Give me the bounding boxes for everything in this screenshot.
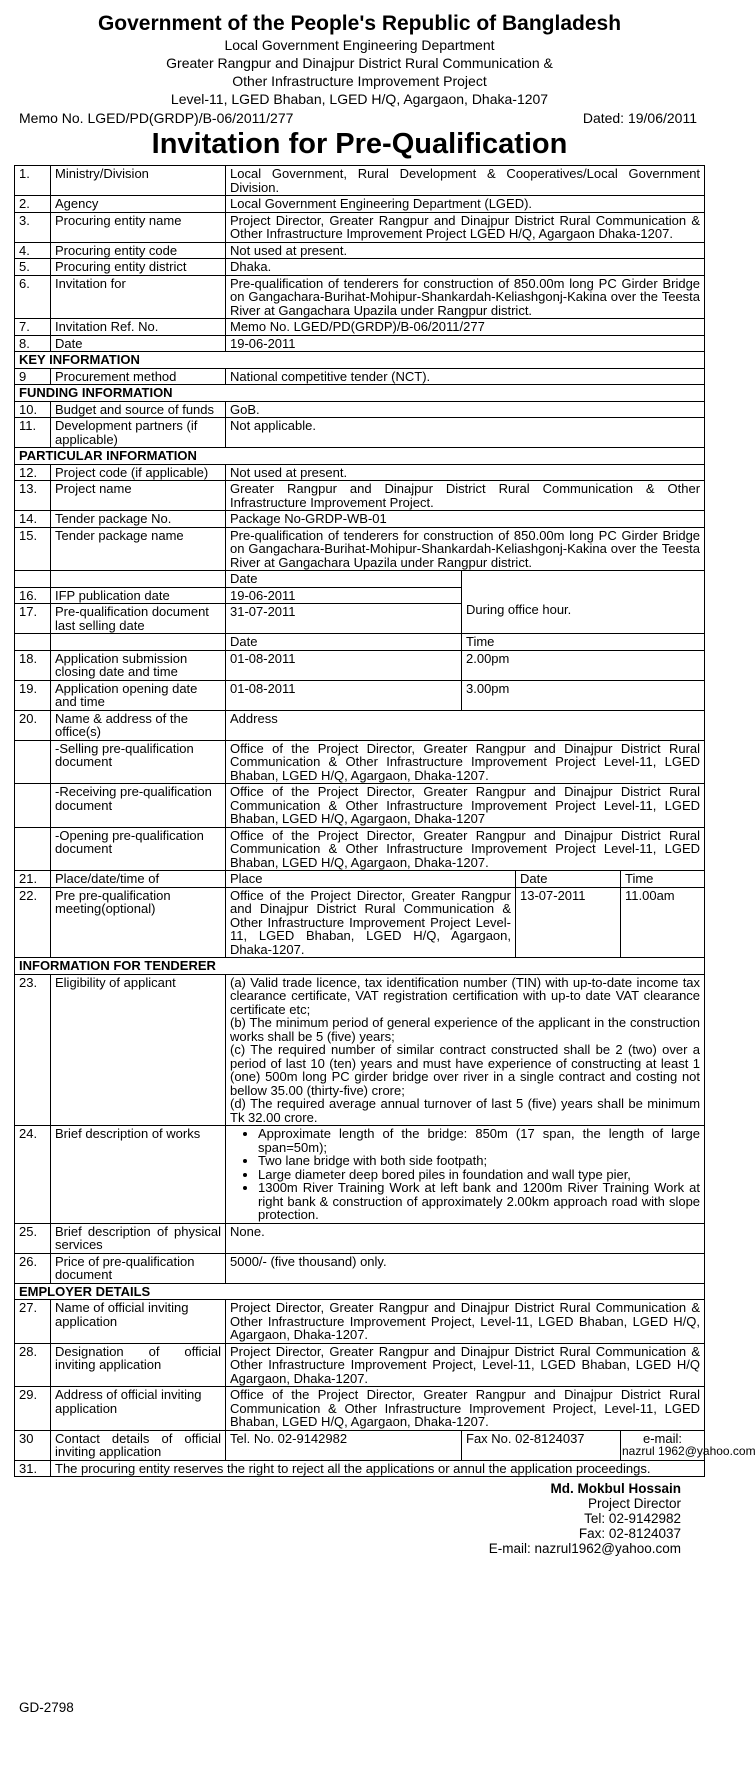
row-value: 01-08-2011 (226, 680, 462, 710)
row-value: Office of the Project Director, Greater Rangpur and Dinajpur District Rural Communication & Other Infrastructure Improvement Project Level-11, LGED Bhaban, LGED H/Q, Agargaon, Dhaka-1207 (226, 784, 705, 828)
row-number: 29. (15, 1387, 51, 1431)
row-number: 21. (15, 871, 51, 888)
table-row (15, 740, 705, 784)
row-label: Procuring entity code (51, 242, 226, 259)
row-value: Memo No. LGED/PD(GRDP)/B-06/2011/277 (226, 319, 705, 336)
eligibility-item: (a) Valid trade licence, tax identification number (TIN) with up-to-date income tax clearance certificate, VAT registration certification with up-to date VAT clearance certificate etc; (230, 974, 701, 1017)
date-column-header: Date (516, 871, 621, 888)
table-row (15, 527, 705, 571)
row-value: National competitive tender (NCT). (226, 368, 705, 385)
section-header-row (15, 1283, 705, 1300)
row-label: Agency (51, 196, 226, 213)
row-value: Address (226, 710, 705, 740)
department-line: Local Government Engineering Department (224, 37, 495, 53)
table-row (15, 511, 705, 528)
row-value: Office of the Project Director, Greater Rangpur and Dinajpur District Rural Communication & Other Infrastructure Improvement Project Level-11, LGED Bhaban, LGED H/Q, Agargaon, Dhaka-1207. (226, 827, 705, 871)
row-value: Not used at present. (226, 242, 705, 259)
row-label: Application submission closing date and time (51, 650, 226, 680)
works-list (226, 1126, 705, 1224)
place-column-header: Place (226, 871, 516, 888)
row-value: The procuring entity reserves the right to reject all the applications or annul the application proceedings. (51, 1460, 705, 1477)
row-label: Address of official inviting application (51, 1387, 226, 1431)
row-label: -Receiving pre-qualification document (51, 784, 226, 828)
table-row (15, 166, 705, 196)
table-row (15, 1223, 705, 1253)
table-row (15, 1460, 705, 1477)
section-header-row (15, 352, 705, 369)
row-label: Price of pre-qualification document (51, 1253, 226, 1283)
section-title: EMPLOYER DETAILS (15, 1283, 705, 1300)
row-label: Development partners (if applicable) (51, 418, 226, 448)
row-number: 31. (15, 1460, 51, 1477)
row-label: Contact details of official inviting application (51, 1430, 226, 1460)
row-label: Ministry/Division (51, 166, 226, 196)
section-title: PARTICULAR INFORMATION (15, 448, 705, 465)
table-row (15, 680, 705, 710)
row-label: Budget and source of funds (51, 401, 226, 418)
row-label: -Selling pre-qualification document (51, 740, 226, 784)
eligibility-item: (b) The minimum period of general experience of the applicant in the construction works shall be 5 (five) years; (230, 1015, 701, 1044)
row-number: 30 (15, 1430, 51, 1460)
table-row (15, 319, 705, 336)
row-label: Invitation for (51, 275, 226, 319)
row-value: 31-07-2011 (226, 604, 462, 634)
table-row (15, 212, 705, 242)
table-row (15, 335, 705, 352)
contact-tel: Tel. No. 02-9142982 (226, 1430, 462, 1460)
project-line-2: Other Infrastructure Improvement Project (232, 73, 487, 89)
row-value: 5000/- (five thousand) only. (226, 1253, 705, 1283)
table-row (15, 196, 705, 213)
table-row (15, 1253, 705, 1283)
row-number: 25. (15, 1223, 51, 1253)
row-label: Pre pre-qualification meeting(optional) (51, 887, 226, 958)
table-row (15, 259, 705, 276)
meeting-place: Office of the Project Director, Greater Rangpur and Dinajpur District Rural Communication & Other Infrastructure Improvement Project Level-11, LGED Bhaban, LGED H/Q, Agargaon, Dhaka-1207. (226, 887, 516, 958)
table-row (15, 242, 705, 259)
row-number: 3. (15, 212, 51, 242)
signatory-email: E-mail: nazrul1962@yahoo.com (488, 1541, 681, 1556)
date-time-header-row (15, 634, 705, 651)
row-label: Brief description of works (51, 1126, 226, 1224)
time-column-header: Time (621, 871, 705, 888)
row-value: Pre-qualification of tenderers for construction of 850.00m long PC Girder Bridge on Gangachara-Burihat-Mohipur-Shankardah-Keliashgonj-Kakina over the Teesta River at Gangachara Upazila under Rangpur district. (226, 275, 705, 319)
row-number: 26. (15, 1253, 51, 1283)
row-number: 24. (15, 1126, 51, 1224)
row-number: 20. (15, 710, 51, 740)
row-value: 01-08-2011 (226, 650, 462, 680)
row-number: 1. (15, 166, 51, 196)
table-row (15, 1430, 705, 1460)
table-row (15, 1300, 705, 1344)
list-item: • Approximate length of the bridge: 850m (17 span, the length of large span=50m); (258, 1127, 700, 1154)
contact-fax: Fax No. 02-8124037 (462, 1430, 621, 1460)
row-time: 2.00pm (462, 650, 705, 680)
row-value: Greater Rangpur and Dinajpur District Rural Communication & Other Infrastructure Improvement Project. (226, 481, 705, 511)
table-row (15, 1387, 705, 1431)
row-value: Dhaka. (226, 259, 705, 276)
row-value: Office of the Project Director, Greater Rangpur and Dinajpur District Rural Communication & Other Infrastructure Improvement Project, Level-11, LGED Bhaban, LGED H/Q, Agargaon, Dhaka-1207. (226, 1387, 705, 1431)
row-number: 23. (15, 974, 51, 1126)
row-label: Project code (if applicable) (51, 464, 226, 481)
list-item: • 1300m River Training Work at left bank and 1200m River Training Work at right bank & construction of approximately 2.00km approach road with slope protection. (258, 1181, 700, 1222)
row-number: 4. (15, 242, 51, 259)
row-label: Name of official inviting application (51, 1300, 226, 1344)
row-label: Procuring entity district (51, 259, 226, 276)
table-row (15, 887, 705, 958)
date-header-row (15, 571, 705, 588)
memo-number: Memo No. LGED/PD(GRDP)/B-06/2011/277 (19, 110, 294, 126)
row-number: 8. (15, 335, 51, 352)
table-row (15, 827, 705, 871)
row-number: 2. (15, 196, 51, 213)
table-row (15, 587, 705, 604)
row-number: 19. (15, 680, 51, 710)
row-label: Eligibility of applicant (51, 974, 226, 1126)
table-row (15, 481, 705, 511)
row-label: Tender package No. (51, 511, 226, 528)
row-number: 28. (15, 1343, 51, 1387)
table-row (15, 464, 705, 481)
row-number: 12. (15, 464, 51, 481)
list-item: • Two lane bridge with both side footpath; (258, 1154, 700, 1168)
eligibility-item: (d) The required average annual turnover of last 5 (five) years shall be minimum Tk 32.00 crore. (230, 1096, 701, 1125)
table-row (15, 1126, 705, 1224)
date-column-header: Date (226, 571, 462, 588)
section-header-row (15, 958, 705, 975)
row-label: Date (51, 335, 226, 352)
table-row (15, 275, 705, 319)
table-row (15, 871, 705, 888)
section-title: KEY INFORMATION (15, 352, 705, 369)
row-value: Project Director, Greater Rangpur and Dinajpur District Rural Communication & Other Infrastructure Improvement Project, Level-11, LGED Bhaban, LGED H/Q, Agargaon, Dhaka-1207. (226, 1300, 705, 1344)
row-value: Project Director, Greater Rangpur and Dinajpur District Rural Communication & Other Infrastructure Improvement Project, Level-11, LGED Bhaban, LGED H/Q Agargaon, Dhaka-1207. (226, 1343, 705, 1387)
row-label: Project name (51, 481, 226, 511)
row-number: 7. (15, 319, 51, 336)
row-number: 14. (15, 511, 51, 528)
section-header-row (15, 448, 705, 465)
email-label: e-mail: (643, 1430, 683, 1446)
address-line: Level-11, LGED Bhaban, LGED H/Q, Agargaon, Dhaka-1207 (170, 91, 549, 107)
signatory-designation: Project Director (587, 1496, 681, 1511)
eligibility-item: (c) The required number of similar contract constructed shall be 2 (two) over a period of last 10 (ten) years and must have experience of constructing at least 1 (one) 500m long PC girder bridge over river in a single contract and costing not bellow 35.00 (thirty-five) crore; (230, 1042, 701, 1098)
row-number: 18. (15, 650, 51, 680)
row-value: None. (226, 1223, 705, 1253)
row-label: Application opening date and time (51, 680, 226, 710)
row-label: IFP publication date (51, 587, 226, 604)
row-number: 9 (15, 368, 51, 385)
section-header-row (15, 385, 705, 402)
time-column-header: Time (462, 634, 705, 651)
section-title: INFORMATION FOR TENDERER (15, 958, 705, 975)
row-value: Not applicable. (226, 418, 705, 448)
row-number: 11. (15, 418, 51, 448)
row-value: Not used at present. (226, 464, 705, 481)
table-row (15, 1343, 705, 1387)
row-value: 19-06-2011 (226, 587, 462, 604)
row-number: 10. (15, 401, 51, 418)
row-label: Procuring entity name (51, 212, 226, 242)
row-time: 3.00pm (462, 680, 705, 710)
table-row (15, 368, 705, 385)
row-value: Local Government, Rural Development & Cooperatives/Local Government Division. (226, 166, 705, 196)
meeting-time: 11.00am (621, 887, 705, 958)
section-title: FUNDING INFORMATION (15, 385, 705, 402)
contact-email-cell (621, 1430, 756, 1460)
row-number: 5. (15, 259, 51, 276)
table-row (15, 784, 705, 828)
row-value: 19-06-2011 (226, 335, 705, 352)
row-value: Office of the Project Director, Greater Rangpur and Dinajpur District Rural Communication & Other Infrastructure Improvement Project Level-11, LGED Bhaban, LGED H/Q, Agargaon, Dhaka-1207. (226, 740, 705, 784)
row-value: Pre-qualification of tenderers for construction of 850.00m long PC Girder Bridge on Gangachara-Burihat-Mohipur-Shankardah-Keliashgonj-Kakina over the Teesta River at Gangachara Upazila under Rangpur district. (226, 527, 705, 571)
row-label: -Opening pre-qualification document (51, 827, 226, 871)
signature-block (489, 1481, 681, 1556)
row-value: Project Director, Greater Rangpur and Dinajpur District Rural Communication & Other Infrastructure Improvement Project LGED H/Q, Agargaon Dhaka-1207. (226, 212, 705, 242)
row-label: Procurement method (51, 368, 226, 385)
table-row (15, 418, 705, 448)
row-label: Tender package name (51, 527, 226, 571)
table-row (15, 710, 705, 740)
invitation-table (14, 165, 756, 1477)
project-line-1: Greater Rangpur and Dinajpur District Rural Communication & (166, 55, 553, 71)
row-number: 27. (15, 1300, 51, 1344)
table-row (15, 974, 705, 1126)
invitation-heading: Invitation for Pre-Qualification (151, 128, 568, 160)
office-hour-note: During office hour. (462, 587, 705, 634)
row-label: Pre-qualification document last selling date (51, 604, 226, 634)
footer-code: GD-2798 (19, 1700, 74, 1715)
row-number: 22. (15, 887, 51, 958)
page-title: Government of the People's Republic of Bangladesh (97, 12, 622, 35)
row-label: Name & address of the office(s) (51, 710, 226, 740)
signatory-fax: Fax: 02-8124037 (578, 1526, 681, 1541)
date-column-header: Date (226, 634, 462, 651)
row-value: Package No-GRDP-WB-01 (226, 511, 705, 528)
row-value: Local Government Engineering Department (LGED). (226, 196, 705, 213)
row-label: Invitation Ref. No. (51, 319, 226, 336)
row-number: 13. (15, 481, 51, 511)
row-label: Designation of official inviting application (51, 1343, 226, 1387)
eligibility-text (226, 974, 705, 1126)
email-value: nazrul 1962@yahoo.com (622, 1444, 756, 1458)
row-label: Brief description of physical services (51, 1223, 226, 1253)
table-row (15, 650, 705, 680)
list-item: • Large diameter deep bored piles in foundation and wall type pier, (258, 1168, 700, 1182)
signatory-name: Md. Mokbul Hossain (550, 1481, 681, 1496)
row-number: 6. (15, 275, 51, 319)
meeting-date: 13-07-2011 (516, 887, 621, 958)
row-value: GoB. (226, 401, 705, 418)
row-number: 15. (15, 527, 51, 571)
signatory-tel: Tel: 02-9142982 (584, 1511, 681, 1526)
table-row (15, 401, 705, 418)
row-label: Place/date/time of (51, 871, 226, 888)
dated: Dated: 19/06/2011 (582, 110, 697, 126)
row-number: 17. (15, 604, 51, 634)
row-number: 16. (15, 587, 51, 604)
